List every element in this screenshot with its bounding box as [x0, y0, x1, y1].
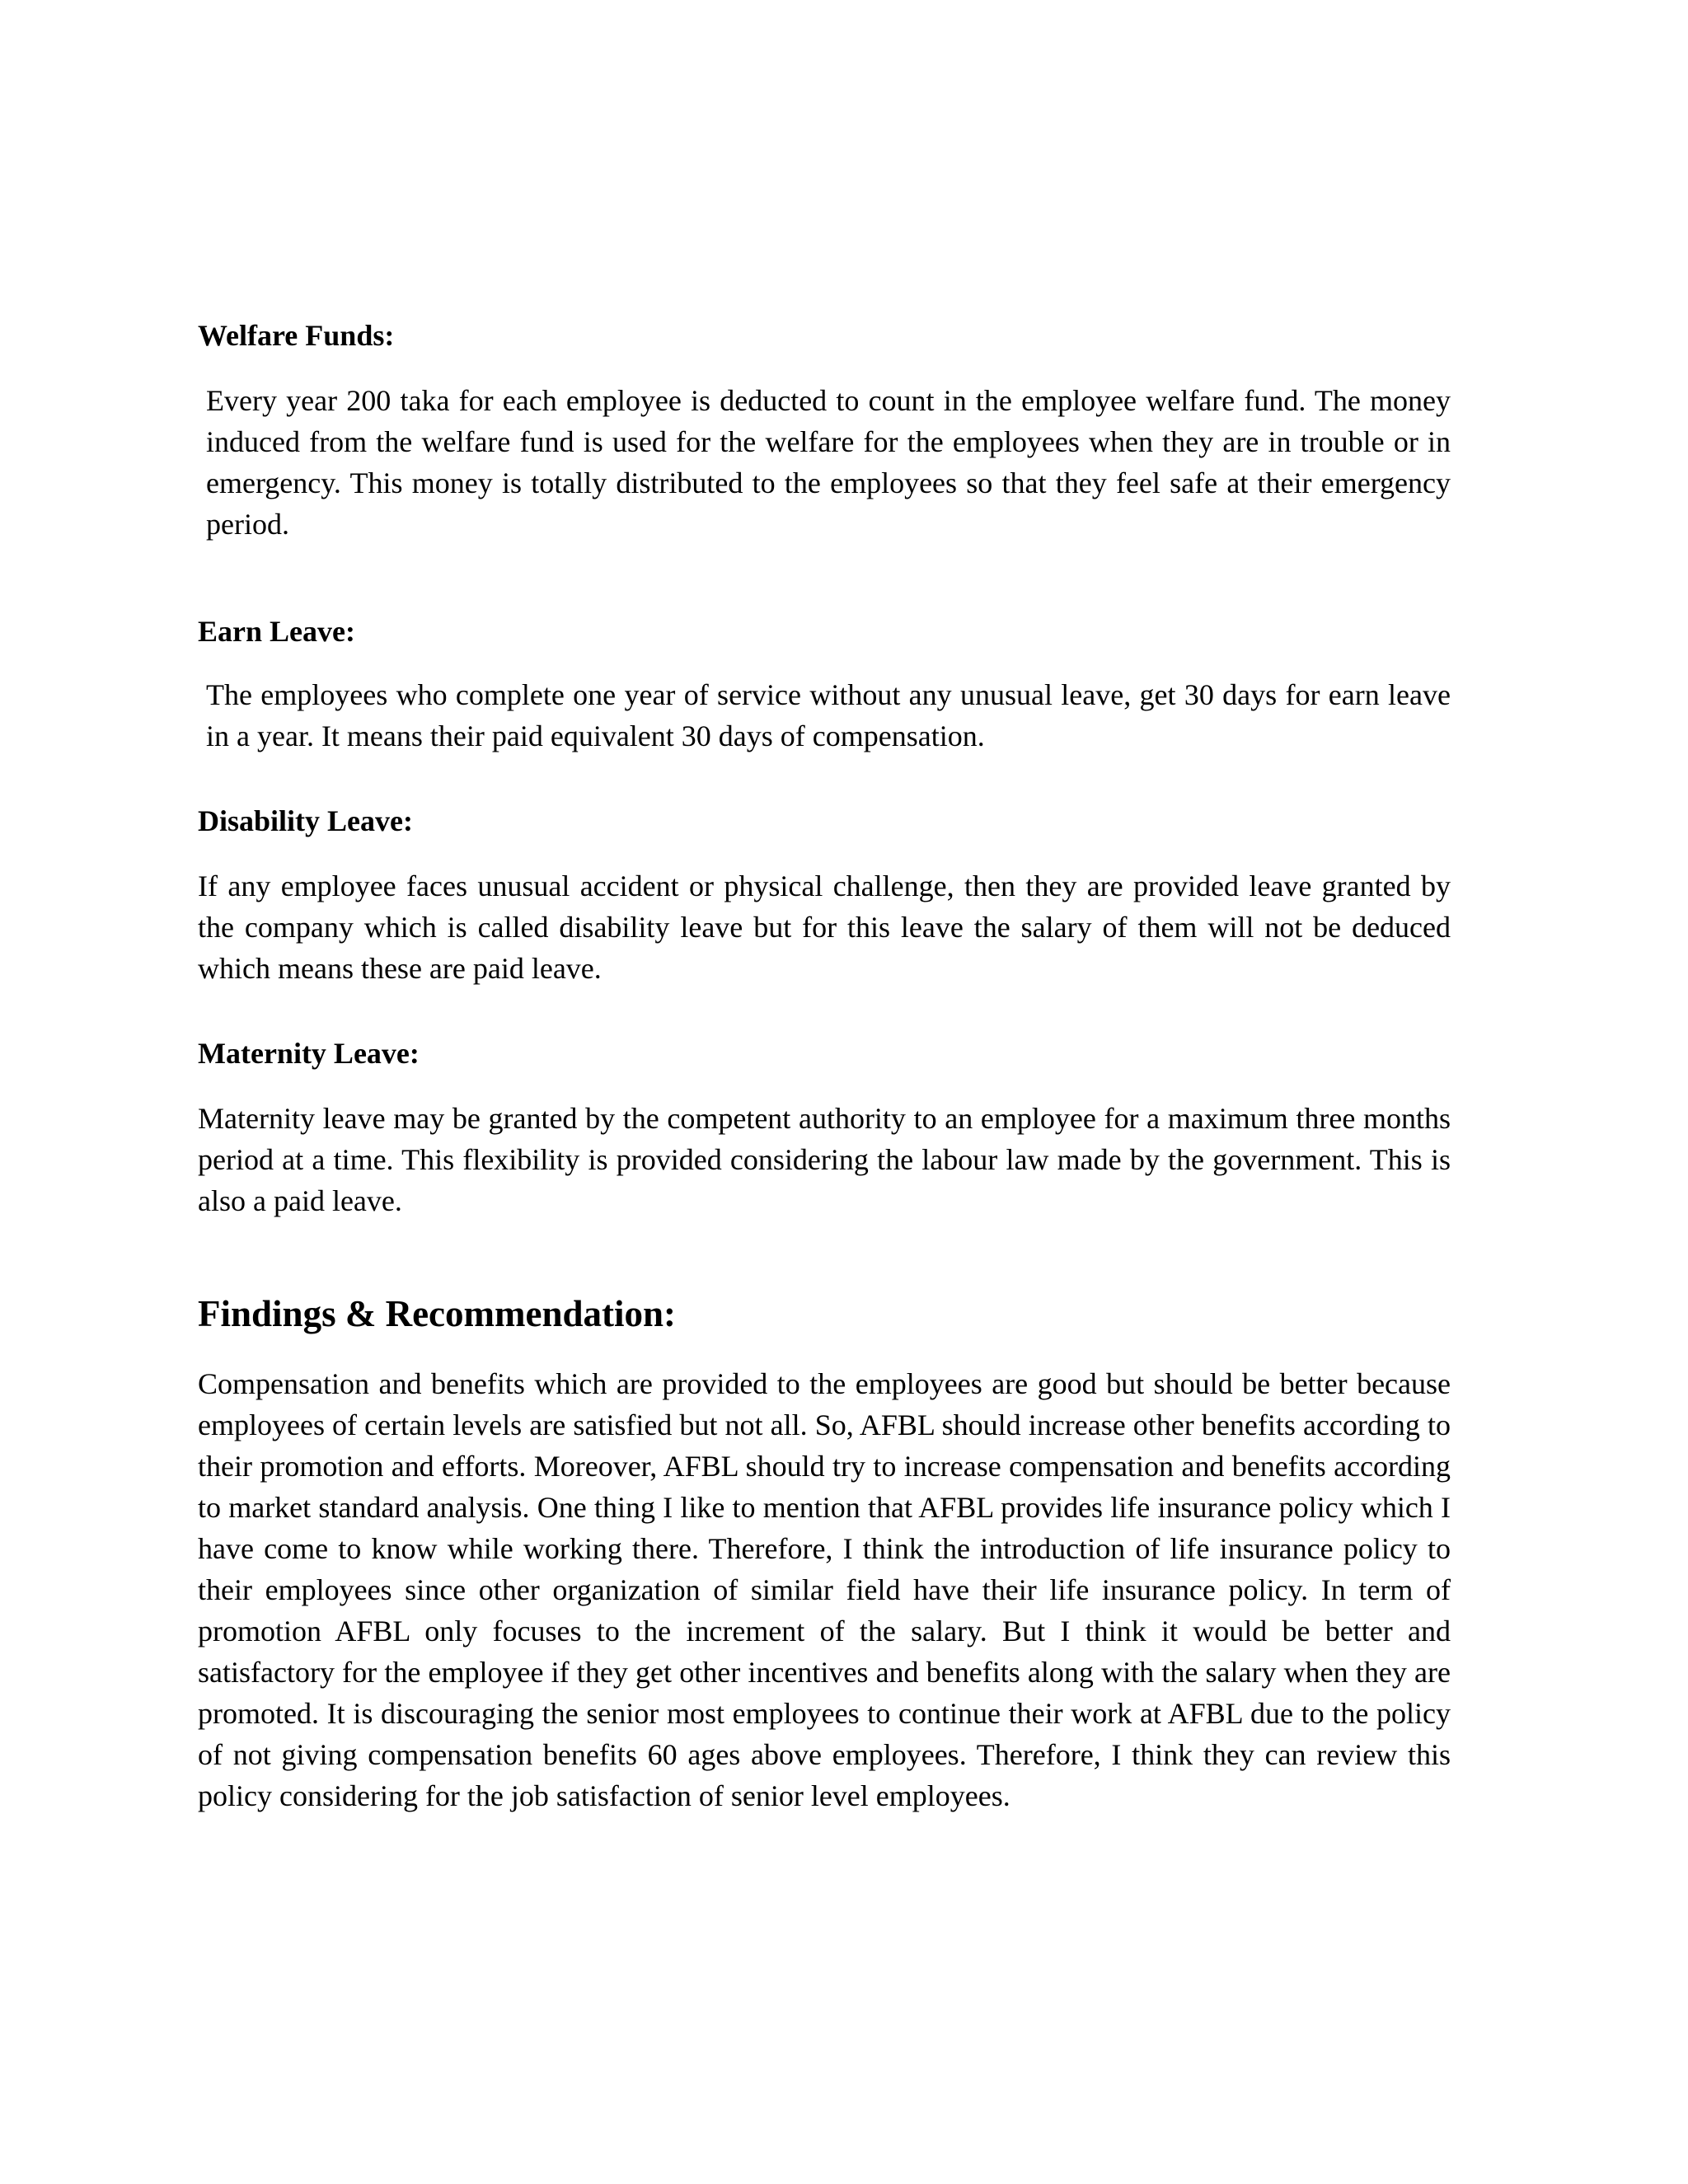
welfare-funds-heading: Welfare Funds: [198, 319, 395, 352]
earn-leave-heading: Earn Leave: [198, 615, 355, 648]
welfare-funds-paragraph: Every year 200 taka for each employee is deducted to count in the employee welfare fund. The money induced from the welfare fund is used for the welfare for the employees when they are in trouble or in emergency. This money is totally distributed to the employees so that they feel safe at their emergency period. [206, 384, 1451, 541]
findings-recommendation-paragraph: Compensation and benefits which are provided to the employees are good but should be better because employees of certain levels are satisfied but not all. So, AFBL should increase other benefits according to their promotion and efforts. Moreover, AFBL should try to increase compensation and benefits according to market standard analysis. One thing I like to mention that AFBL provides life insurance policy which I have come to know while working there. Therefore, I think the introduction of life insurance policy to their employees since other organization of similar field have their life insurance policy. In term of promotion AFBL only focuses to the increment of the salary. But I think it would be better and satisfactory for the employee if they get other incentives and benefits along with the salary when they are promoted. It is discouraging the senior most employees to continue their work at AFBL due to the policy of not giving compensation benefits 60 ages above employees. Therefore, I think they can review this policy considering for the job satisfaction of senior level employees. [198, 1367, 1451, 1812]
earn-leave-paragraph: The employees who complete one year of service without any unusual leave, get 30 days for earn leave in a year. It means their paid equivalent 30 days of compensation. [206, 678, 1451, 752]
findings-recommendation-heading: Findings & Recommendation: [198, 1293, 677, 1334]
maternity-leave-heading: Maternity Leave: [198, 1037, 420, 1070]
disability-leave-heading: Disability Leave: [198, 804, 413, 837]
disability-leave-paragraph: If any employee faces unusual accident or physical challenge, then they are provided leave granted by the company which is called disability leave but for this leave the salary of them will not be deduced which means these are paid leave. [198, 869, 1451, 985]
document-page [198, 317, 1451, 1816]
maternity-leave-paragraph: Maternity leave may be granted by the competent authority to an employee for a maximum three months period at a time. This flexibility is provided considering the labour law made by the government. This is also a paid leave. [198, 1102, 1451, 1217]
